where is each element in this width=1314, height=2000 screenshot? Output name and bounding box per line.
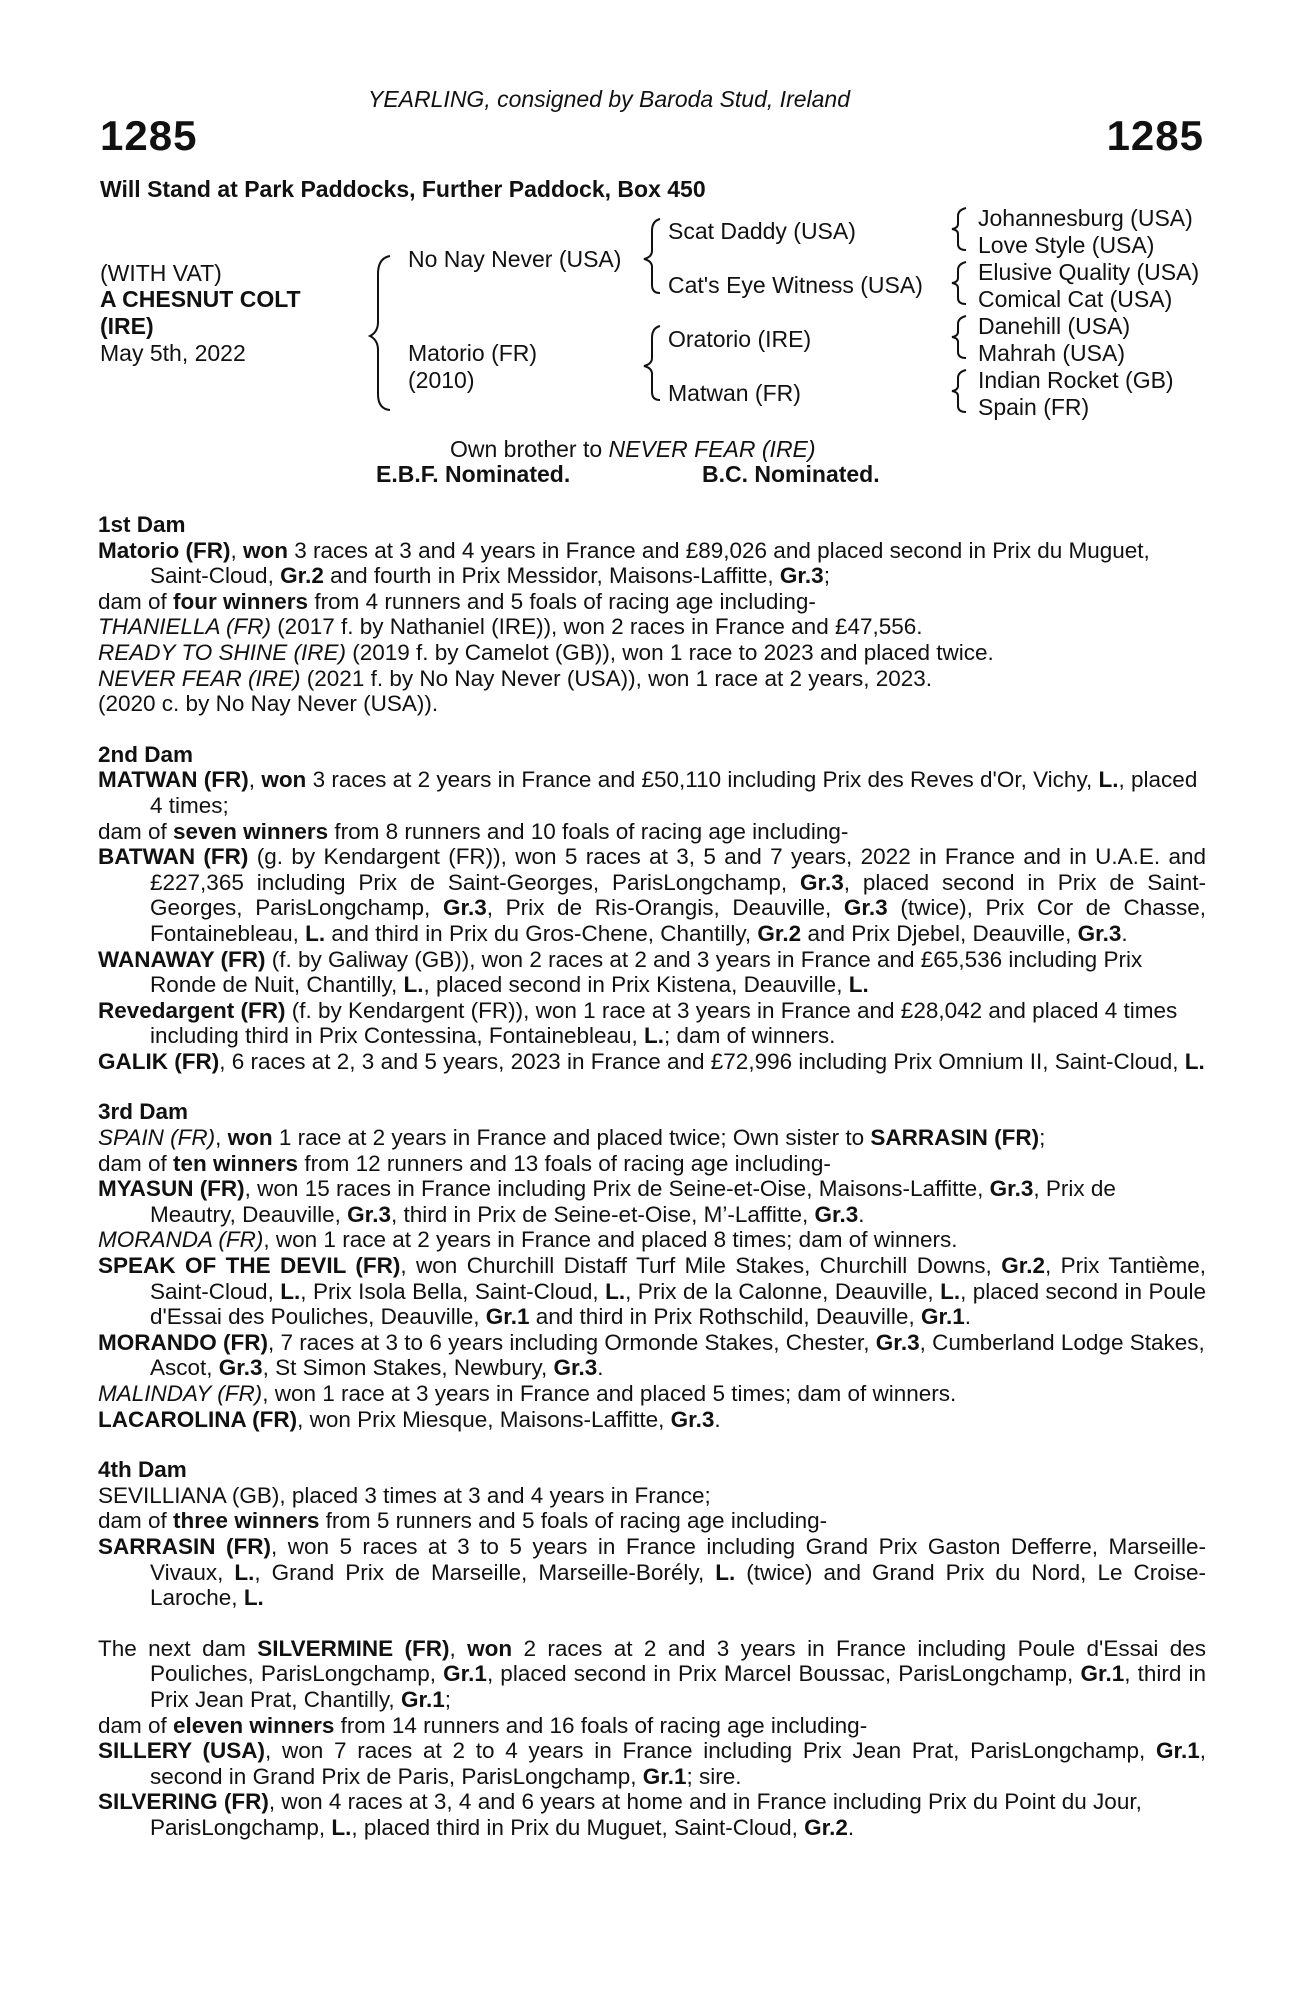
own-brother-note: Own brother to NEVER FEAR (IRE) — [450, 436, 816, 462]
second-dam-entry: MATWAN (FR), won 3 races at 2 years in France and £50,110 including Prix des Reves d'Or, Vichy, L., placed 4 times; — [98, 767, 1198, 818]
pedigree-ssd: Love Style (USA) — [978, 232, 1155, 258]
produce-moranda: MORANDA (FR), won 1 race at 2 years in France and placed 8 times; dam of winners. — [98, 1227, 958, 1253]
pedigree-dsd: Mahrah (USA) — [978, 340, 1125, 366]
fourth-dam-produce-summary: dam of three winners from 5 runners and 5 foals of racing age including- — [98, 1508, 828, 1534]
pedigree-ddd: Spain (FR) — [978, 394, 1090, 420]
produce-revedargent: Revedargent (FR) (f. by Kendargent (FR)), won 1 race at 3 years in France and £28,042 and placed 4 times including third in Prix Contessina, Fontainebleau, L.; dam of winners. — [98, 997, 1178, 1049]
lot-number-right: 1285 — [1106, 112, 1204, 159]
produce-thaniella: THANIELLA (FR) (2017 f. by Nathaniel (IRE)), won 2 races in France and £47,556. — [98, 614, 923, 640]
first-dam-entry: Matorio (FR), won 3 races at 3 and 4 years in France and £89,026 and placed second in Prix du Muguet, Saint-Cloud, Gr.2 and fourth in Prix Messidor, Maisons-Laffitte, Gr.3; — [98, 537, 1150, 589]
pedigree-ds: Oratorio (IRE) — [668, 326, 812, 352]
pedigree-brace-gen1 — [368, 204, 408, 414]
pedigree-brace-sd — [948, 258, 978, 306]
produce-batwan: BATWAN (FR) (g. by Kendargent (FR)), won 5 races at 3, 5 and 7 years, 2022 in France and in U.A.E. and £227,365 including Prix de Saint-Georges, ParisLongchamp, Gr.3, placed second in Prix de Saint-Georges, ParisLongchamp, Gr.3, Prix de Ris-Orangis, Deauville, Gr.3 (twice), Prix Cor de Chasse, Fontainebleau, L. and third in Prix du Gros-Chene, Chantilly, Gr.2 and Prix Djebel, Deauville, Gr.3. — [98, 844, 1207, 946]
ebf-nominated: E.B.F. Nominated. — [376, 461, 571, 487]
pedigree-dd: Matwan (FR) — [668, 380, 801, 406]
third-dam-produce-summary: dam of ten winners from 12 runners and 13 foals of racing age including- — [98, 1150, 831, 1176]
pedigree-brace-dam — [640, 322, 670, 402]
vat-note: (WITH VAT) — [100, 260, 222, 286]
date-of-birth: May 5th, 2022 — [100, 340, 246, 366]
pedigree-brace-dd — [948, 366, 978, 414]
produce-galik: GALIK (FR), 6 races at 2, 3 and 5 years, 2023 in France and £72,996 including Prix Omnium II, Saint-Cloud, L. — [98, 1048, 1205, 1074]
third-dam-entry: SPAIN (FR), won 1 race at 2 years in France and placed twice; Own sister to SARRASIN (FR); — [98, 1125, 1046, 1151]
produce-myasun: MYASUN (FR), won 15 races in France including Prix de Seine-et-Oise, Maisons-Laffitte, Gr.3, Prix de Meautry, Deauville, Gr.3, third in Prix de Seine-et-Oise, M’-Laffitte, Gr.3. — [98, 1176, 1116, 1227]
next-dam-produce-summary: dam of eleven winners from 14 runners and 16 foals of racing age including- — [98, 1712, 868, 1738]
produce-morando: MORANDO (FR), 7 races at 3 to 6 years including Ormonde Stakes, Chester, Gr.3, Cumberland Lodge Stakes, Ascot, Gr.3, St Simon Stakes, Newbury, Gr.3. — [98, 1329, 1205, 1381]
produce-sarrasin: SARRASIN (FR), won 5 races at 3 to 5 years in France including Grand Prix Gaston Defferre, Marseille-Vivaux, L., Grand Prix de Marseille, Marseille-Borély, L. (twice) and Grand Prix du Nord, Le Croise-Laroche, L. — [98, 1533, 1206, 1611]
produce-record — [98, 512, 1206, 1841]
produce-malinday: MALINDAY (FR), won 1 race at 3 years in France and placed 5 times; dam of winners. — [98, 1381, 957, 1406]
next-dam-entry: The next dam SILVERMINE (FR), won 2 races at 2 and 3 years in France including Poule d'Essai des Pouliches, ParisLongchamp, Gr.1, placed second in Prix Marcel Boussac, ParisLongchamp, Gr.1, third in Prix Jean Prat, Chantilly, Gr.1; — [98, 1635, 1206, 1712]
fourth-dam-entry: SEVILLIANA (GB), placed 3 times at 3 and 4 years in France; — [98, 1482, 711, 1508]
produce-speak-of-the-devil: SPEAK OF THE DEVIL (FR), won Churchill Distaff Turf Mile Stakes, Churchill Downs, Gr.2, Prix Tantième, Saint-Cloud, L., Prix Isola Bella, Saint-Cloud, L., Prix de la Calonne, Deauville, L., placed second in Poule d'Essai des Pouliches, Deauville, Gr.1 and third in Prix Rothschild, Deauville, Gr.1. — [98, 1253, 1206, 1330]
pedigree-sd: Cat's Eye Witness (USA) — [668, 272, 923, 298]
lot-number-left: 1285 — [100, 112, 198, 159]
pedigree-brace-ds — [948, 312, 978, 360]
produce-never-fear: NEVER FEAR (IRE) (2021 f. by No Nay Never (USA)), won 1 race at 2 years, 2023. — [98, 665, 933, 691]
stand-location: Will Stand at Park Paddocks, Further Paddock, Box 450 — [100, 176, 706, 202]
second-dam-title: 2nd Dam — [98, 741, 194, 767]
produce-2020-colt: (2020 c. by No Nay Never (USA)). — [98, 691, 439, 717]
pedigree-sss: Johannesburg (USA) — [978, 205, 1193, 231]
pedigree-dam-year: (2010) — [408, 367, 475, 393]
pedigree-brace-sire — [640, 215, 670, 295]
pedigree-ss: Scat Daddy (USA) — [668, 218, 856, 244]
pedigree-sdd: Comical Cat (USA) — [978, 286, 1173, 312]
horse-name: A CHESNUT COLT — [100, 286, 301, 312]
third-dam-title: 3rd Dam — [98, 1099, 189, 1125]
first-dam-title: 1st Dam — [98, 512, 186, 537]
produce-wanaway: WANAWAY (FR) (f. by Galiway (GB)), won 2 races at 2 and 3 years in France and £65,536 including Prix Ronde de Nuit, Chantilly, L., placed second in Prix Kistena, Deauville, L. — [98, 946, 1143, 998]
produce-ready-to-shine: READY TO SHINE (IRE) (2019 f. by Camelot (GB)), won 1 race to 2023 and placed twice. — [98, 639, 994, 665]
first-dam-produce-summary: dam of four winners from 4 runners and 5 foals of racing age including- — [98, 588, 816, 614]
produce-lacarolina: LACAROLINA (FR), won Prix Miesque, Maisons-Laffitte, Gr.3. — [98, 1406, 721, 1432]
horse-name-suffix: (IRE) — [100, 313, 154, 339]
pedigree-sire: No Nay Never (USA) — [408, 246, 622, 272]
second-dam-produce-summary: dam of seven winners from 8 runners and 10 foals of racing age including- — [98, 818, 849, 844]
pedigree-dss: Danehill (USA) — [978, 313, 1131, 339]
fourth-dam-title: 4th Dam — [98, 1457, 187, 1483]
bc-nominated: B.C. Nominated. — [702, 461, 880, 487]
produce-silvering: SILVERING (FR), won 4 races at 3, 4 and 6 years at home and in France including Prix du Point du Jour, ParisLongchamp, L., placed third in Prix du Muguet, Saint-Cloud, Gr.2. — [98, 1789, 1142, 1840]
pedigree-sds: Elusive Quality (USA) — [978, 259, 1200, 285]
pedigree-dds: Indian Rocket (GB) — [978, 367, 1174, 393]
pedigree-brace-ss — [948, 204, 978, 252]
consignment-line: YEARLING, consigned by Baroda Stud, Ireland — [368, 86, 851, 112]
produce-sillery: SILLERY (USA), won 7 races at 2 to 4 years in France including Prix Jean Prat, ParisLongchamp, Gr.1, second in Grand Prix de Paris, ParisLongchamp, Gr.1; sire. — [98, 1738, 1206, 1789]
pedigree-dam: Matorio (FR) — [408, 340, 538, 366]
